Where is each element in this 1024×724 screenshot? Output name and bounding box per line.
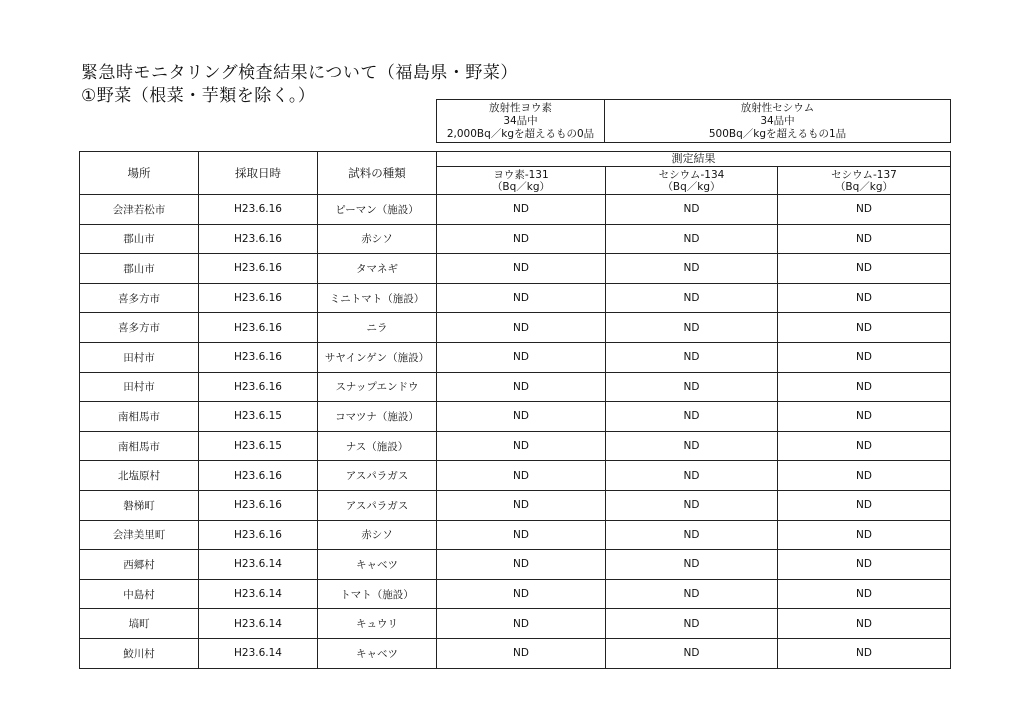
cell-sample: スナップエンドウ — [318, 372, 437, 402]
results-table — [79, 151, 951, 669]
cell-date: H23.6.15 — [199, 402, 318, 432]
cell-cs134: ND — [606, 402, 778, 432]
table-row — [80, 461, 951, 491]
header-date: 採取日時 — [199, 152, 318, 195]
header-cs137-unit: （Bq／kg） — [834, 180, 894, 193]
cell-place: 喜多方市 — [80, 283, 199, 313]
cell-sample: タマネギ — [318, 254, 437, 284]
cell-sample: キャベツ — [318, 550, 437, 580]
header-cs134-label: セシウム-134 — [658, 168, 725, 181]
cell-sample: コマツナ（施設） — [318, 402, 437, 432]
cell-i131: ND — [437, 431, 606, 461]
cell-date: H23.6.16 — [199, 313, 318, 343]
cell-i131: ND — [437, 283, 606, 313]
table-row — [80, 372, 951, 402]
cell-cs134: ND — [606, 638, 778, 668]
table-row — [80, 579, 951, 609]
cell-date: H23.6.16 — [199, 254, 318, 284]
cell-cs134: ND — [606, 431, 778, 461]
header-cs134 — [606, 167, 778, 195]
cell-cs137: ND — [778, 342, 951, 372]
table-row — [80, 313, 951, 343]
cell-sample: ナス（施設） — [318, 431, 437, 461]
cell-cs137: ND — [778, 195, 951, 225]
cell-place: 南相馬市 — [80, 431, 199, 461]
cell-place: 会津美里町 — [80, 520, 199, 550]
cell-cs134: ND — [606, 579, 778, 609]
cell-sample: アスパラガス — [318, 461, 437, 491]
document-title: 緊急時モニタリング検査結果について（福島県・野菜） — [81, 63, 518, 83]
summary-table — [436, 99, 951, 143]
summary-iodine-count: 34品中 — [503, 114, 538, 127]
cell-date: H23.6.16 — [199, 283, 318, 313]
header-sample: 試料の種類 — [318, 152, 437, 195]
table-row — [80, 431, 951, 461]
cell-i131: ND — [437, 490, 606, 520]
summary-cesium-heading: 放射性セシウム — [740, 101, 815, 114]
cell-i131: ND — [437, 372, 606, 402]
cell-place: 南相馬市 — [80, 402, 199, 432]
cell-cs134: ND — [606, 609, 778, 639]
cell-place: 鮫川村 — [80, 638, 199, 668]
cell-date: H23.6.16 — [199, 372, 318, 402]
cell-cs134: ND — [606, 520, 778, 550]
cell-date: H23.6.14 — [199, 579, 318, 609]
cell-cs134: ND — [606, 195, 778, 225]
table-row — [80, 402, 951, 432]
cell-date: H23.6.14 — [199, 638, 318, 668]
cell-cs137: ND — [778, 579, 951, 609]
cell-cs137: ND — [778, 550, 951, 580]
header-cs137 — [778, 167, 951, 195]
cell-cs137: ND — [778, 638, 951, 668]
table-row — [80, 195, 951, 225]
cell-place: 塙町 — [80, 609, 199, 639]
cell-cs134: ND — [606, 254, 778, 284]
cell-cs137: ND — [778, 224, 951, 254]
summary-cesium-cell — [605, 100, 951, 143]
header-i131 — [437, 167, 606, 195]
cell-place: 会津若松市 — [80, 195, 199, 225]
cell-cs137: ND — [778, 372, 951, 402]
cell-date: H23.6.15 — [199, 431, 318, 461]
cell-date: H23.6.16 — [199, 520, 318, 550]
cell-i131: ND — [437, 402, 606, 432]
cell-place: 郡山市 — [80, 254, 199, 284]
header-result: 測定結果 — [437, 152, 951, 167]
cell-date: H23.6.14 — [199, 609, 318, 639]
header-cs134-unit: （Bq／kg） — [662, 180, 721, 193]
cell-cs134: ND — [606, 372, 778, 402]
cell-date: H23.6.14 — [199, 550, 318, 580]
table-row — [80, 638, 951, 668]
document-subtitle: ①野菜（根菜・芋類を除く。） — [81, 86, 316, 106]
cell-date: H23.6.16 — [199, 342, 318, 372]
cell-sample: ミニトマト（施設） — [318, 283, 437, 313]
cell-cs137: ND — [778, 402, 951, 432]
cell-sample: ニラ — [318, 313, 437, 343]
summary-iodine-cell — [437, 100, 605, 143]
cell-cs134: ND — [606, 490, 778, 520]
summary-cesium-note: 500Bq／kgを超えるもの1品 — [708, 127, 847, 140]
cell-date: H23.6.16 — [199, 195, 318, 225]
table-row — [80, 224, 951, 254]
results-body — [80, 195, 951, 669]
summary-iodine-note: 2,000Bq／kgを超えるもの0品 — [446, 127, 595, 140]
table-row — [80, 254, 951, 284]
cell-i131: ND — [437, 550, 606, 580]
cell-sample: キャベツ — [318, 638, 437, 668]
table-row — [80, 520, 951, 550]
cell-cs137: ND — [778, 609, 951, 639]
cell-sample: ピーマン（施設） — [318, 195, 437, 225]
summary-cesium-count: 34品中 — [760, 114, 795, 127]
cell-cs137: ND — [778, 520, 951, 550]
cell-date: H23.6.16 — [199, 224, 318, 254]
header-cs137-label: セシウム-137 — [831, 168, 897, 181]
header-i131-unit: （Bq／kg） — [491, 180, 551, 193]
cell-i131: ND — [437, 195, 606, 225]
table-row — [80, 342, 951, 372]
cell-i131: ND — [437, 224, 606, 254]
cell-i131: ND — [437, 579, 606, 609]
cell-place: 北塩原村 — [80, 461, 199, 491]
cell-place: 郡山市 — [80, 224, 199, 254]
cell-cs134: ND — [606, 313, 778, 343]
cell-i131: ND — [437, 609, 606, 639]
cell-cs134: ND — [606, 550, 778, 580]
cell-date: H23.6.16 — [199, 461, 318, 491]
cell-cs134: ND — [606, 224, 778, 254]
cell-i131: ND — [437, 342, 606, 372]
cell-sample: トマト（施設） — [318, 579, 437, 609]
header-i131-label: ヨウ素-131 — [493, 168, 549, 181]
cell-place: 中島村 — [80, 579, 199, 609]
cell-place: 田村市 — [80, 372, 199, 402]
cell-sample: キュウリ — [318, 609, 437, 639]
table-row — [80, 609, 951, 639]
cell-i131: ND — [437, 638, 606, 668]
cell-date: H23.6.16 — [199, 490, 318, 520]
cell-cs134: ND — [606, 461, 778, 491]
cell-sample: 赤シソ — [318, 224, 437, 254]
table-row — [80, 550, 951, 580]
cell-cs137: ND — [778, 461, 951, 491]
cell-i131: ND — [437, 461, 606, 491]
cell-i131: ND — [437, 254, 606, 284]
table-row — [80, 283, 951, 313]
cell-place: 磐梯町 — [80, 490, 199, 520]
cell-i131: ND — [437, 313, 606, 343]
cell-i131: ND — [437, 520, 606, 550]
cell-place: 田村市 — [80, 342, 199, 372]
table-row — [80, 490, 951, 520]
cell-place: 喜多方市 — [80, 313, 199, 343]
cell-sample: サヤインゲン（施設） — [318, 342, 437, 372]
cell-cs137: ND — [778, 283, 951, 313]
cell-place: 西郷村 — [80, 550, 199, 580]
summary-iodine-heading: 放射性ヨウ素 — [489, 101, 552, 114]
cell-sample: アスパラガス — [318, 490, 437, 520]
cell-cs137: ND — [778, 431, 951, 461]
cell-cs137: ND — [778, 313, 951, 343]
header-place: 場所 — [80, 152, 199, 195]
cell-cs137: ND — [778, 490, 951, 520]
cell-sample: 赤シソ — [318, 520, 437, 550]
cell-cs134: ND — [606, 342, 778, 372]
cell-cs134: ND — [606, 283, 778, 313]
cell-cs137: ND — [778, 254, 951, 284]
